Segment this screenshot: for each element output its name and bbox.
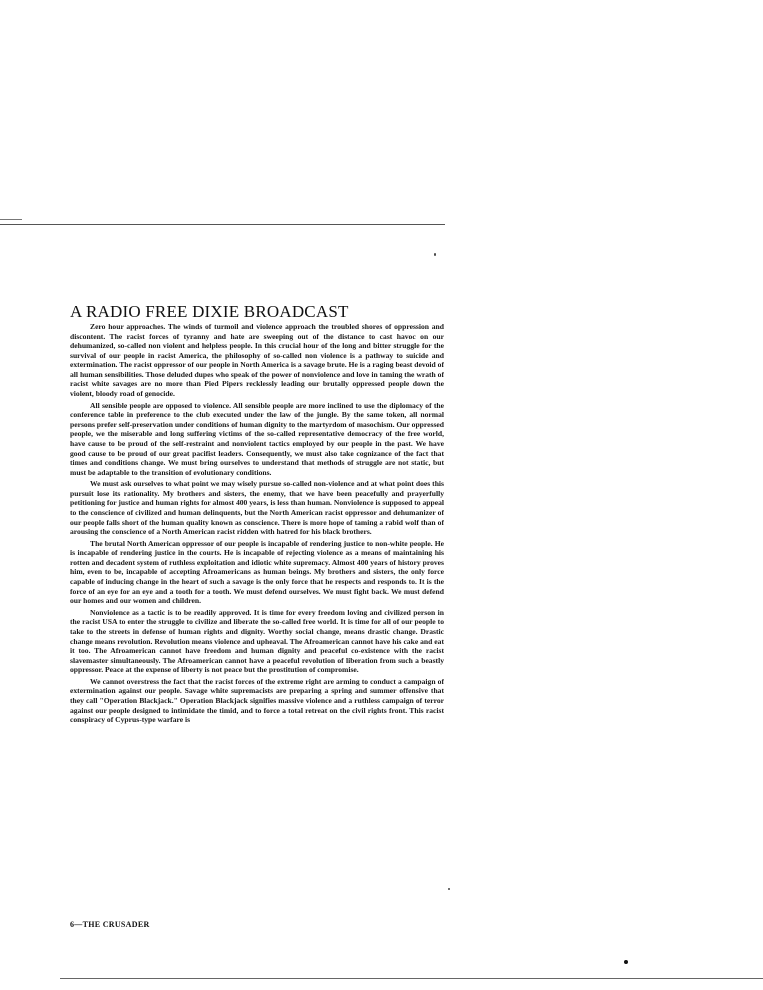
page-footer: 6—THE CRUSADER: [70, 920, 150, 929]
article-body: [70, 322, 444, 908]
scan-speck: [434, 253, 436, 256]
article-paragraph: Zero hour approaches. The winds of turmoil and violence approach the troubled shores of oppression and discontent. The racist forces of tyranny and hate are sweeping out of the distance to cast havoc on our dehumanized, so-called non violent and helpless people. In this crucial hour of the long and bitter struggle for the survival of our people in racist America, the philosophy of so-called non violence is a pathway to suicide and extermination. The racist oppressor of our people in North America is a savage brute. He is a raging beast devoid of all human sensibilities. Those deluded dupes who speak of the power of nonviolence and love in taming the wrath of racist white savages are no more than Pied Pipers recklessly leading our brutally oppressed people down the violent, bloody road of genocide.: [70, 322, 444, 399]
scan-dot: [624, 960, 628, 964]
scan-speck: [448, 888, 450, 890]
article-paragraph: We cannot overstress the fact that the racist forces of the extreme right are arming to conduct a campaign of extermination against our people. Savage white supremacists are preparing a spring and summer offensive that they call "Operation Blackjack." Operation Blackjack signifies massive violence and a ruthless campaign of terror against our people designed to intimidate the timid, and to force a total retreat on the civil rights front. This racist conspiracy of Cyprus-type warfare is: [70, 676, 444, 725]
scan-rule-left: [0, 219, 22, 220]
article-paragraph: We must ask ourselves to what point we may wisely pursue so-called non-violence and at what point does this pursuit lose its rationality. My brothers and sisters, the enemy, that we have been peacefully and prayerfully petitioning for justice and human rights for almost 400 years, is less than human. Nonviolence is supposed to appeal to the conscience of civilized and human delinquents, but the North American racist oppressor and dehumanizer of our people falls short of the human quality known as conscience. There is more hope of taming a rabid wolf than of arousing the conscience of a North American racist ridden with hatred for his black brothers.: [70, 479, 444, 537]
article-paragraph: The brutal North American oppressor of our people is incapable of rendering justice to non-white people. He is incapable of rendering justice in the courts. He is incapable of rejecting violence as a means of maintaining his rotten and decadent system of ruthless exploitation and idiotic white supremacy. Almost 400 years of history proves him, even to be, incapable of accepting Afroamericans as human beings. My brothers and sisters, the only force capable of inducing change in the heart of such a savage is the only force that he respects and responds to. It is the force of an eye for an eye and a tooth for a tooth. We must defend ourselves. We must fight back. We must defend our homes and our women and children.: [70, 538, 444, 606]
article-paragraph: All sensible people are opposed to violence. All sensible people are more inclined to use the diplomacy of the conference table in preference to the club executed under the law of the jungle. By the same token, all normal persons prefer self-preservation under conditions of human dignity to the martyrdom of masochism. Our oppressed people, we the miserable and long suffering victims of the so-called representative democracy of the free world, have cause to be proud of the self-restraint and nonviolent tactics employed by our people in the past. We have good cause to be proud of our great pacifist leaders. Consequently, we must also take cognizance of the fact that times and conditions change. We must bring ourselves to understand that methods of struggle are not static, but must be adaptable to the transition of evolutionary conditions.: [70, 400, 444, 477]
scan-rule-bottom: [60, 978, 763, 979]
scan-rule-top: [0, 224, 445, 225]
article-paragraph: Nonviolence as a tactic is to be readily approved. It is time for every freedom loving and civilized person in the racist USA to enter the struggle to civilize and liberate the so-called free world. It is time for all of our people to take to the streets in defense of human rights and dignity. Worthy social change, means drastic change. Drastic change means revolution. Revolution means violence and upheaval. The Afroamerican cannot have his cake and eat it too. The Afroamerican cannot have freedom and human dignity and peaceful co-existence with the racist slavemaster simultaneously. The Afroamerican cannot have a peaceful revolution of liberation from such a beastly oppressor. Peace at the expense of liberty is not peace but the prostitution of compromise.: [70, 607, 444, 675]
article-title: A RADIO FREE DIXIE BROADCAST: [70, 302, 349, 321]
